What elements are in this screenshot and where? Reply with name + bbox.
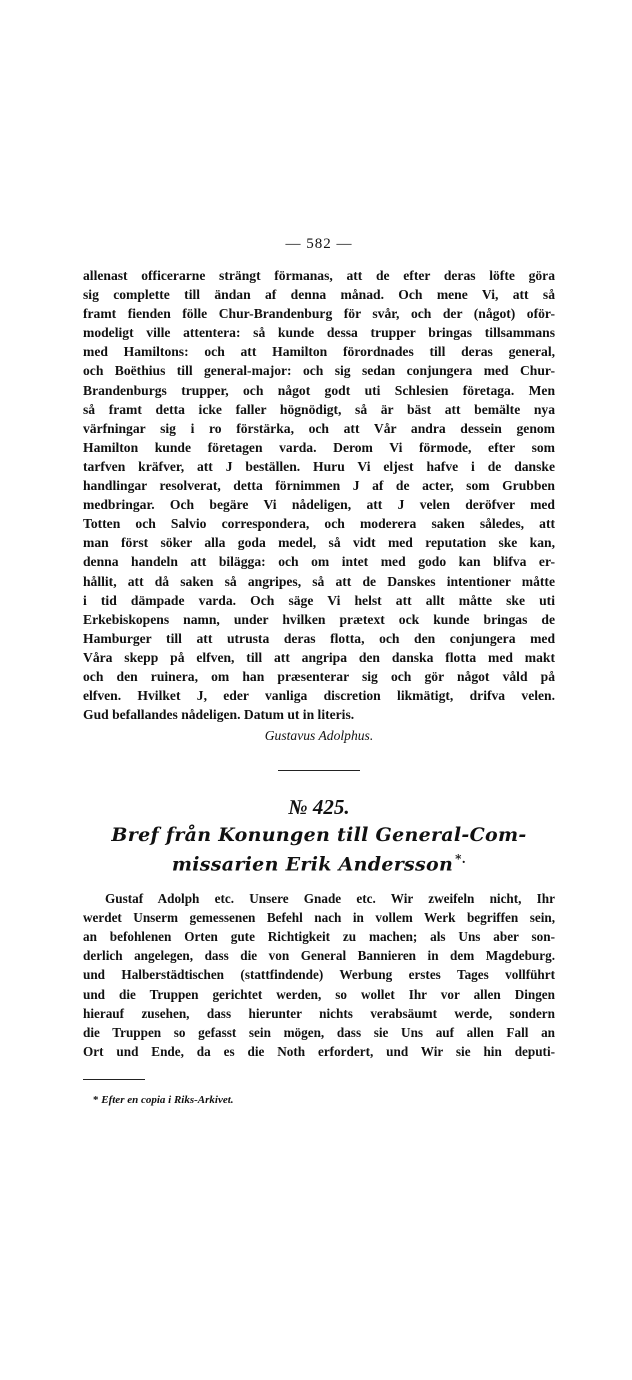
text-line: Totten och Salvio correspondera, och moderera saken således, att xyxy=(83,516,555,532)
footnote-reference: *. xyxy=(455,852,467,867)
page-number: — 582 — xyxy=(285,236,353,252)
text-line: tarfven kräfver, att J beställen. Huru Vi eljest hafve i de danske xyxy=(83,458,555,474)
text-line: und Halberstädtischen (stattfindende) Werbung erstes Tages vollführt xyxy=(83,967,555,983)
text-line: die Truppen so gefasst sein mögen, dass sie Uns auf allen Fall an xyxy=(83,1025,555,1040)
text-line: Hamilton kunde företagen varda. Derom Vi förmode, efter som xyxy=(83,439,555,455)
text-line: Hamburger till att utrusta deras flotta, och den conjungera med xyxy=(83,630,555,646)
text-line: och den ruinera, om han præsenterar sig och gör något våld på xyxy=(83,668,555,684)
text-line: sig complette till ändan af denna månad. Och mene Vi, att så xyxy=(83,287,555,303)
footnote-text: Efter en copia i Riks-Arkivet. xyxy=(101,1094,234,1107)
document-body xyxy=(83,889,555,1062)
document-title-line xyxy=(83,847,555,876)
text-line: Ort und Ende, da es die Noth erfordert, und Wir sie hin deputi- xyxy=(83,1044,555,1060)
footnote xyxy=(83,1094,555,1106)
text-line: man först söker alla goda medel, så vidt med reputation ske kan, xyxy=(83,535,555,551)
text-line: Gustaf Adolph etc. Unsere Gnade etc. Wir zweifeln nicht, Ihr xyxy=(105,890,555,906)
text-line: hierauf zusehen, dass hierunter nichts verabsäumt werde, sondern xyxy=(83,1005,555,1021)
text-line: så framt detta icke faller högnödigt, så är bäst att bemälte nya xyxy=(83,401,555,417)
signature: Gustavus Adolphus. xyxy=(264,728,374,744)
text-line: och Boëthius till general-major: och sig sedan conjungera med Chur- xyxy=(83,363,555,379)
text-line: allenast officerarne strängt förmanas, att de efter deras löfte göra xyxy=(83,268,555,283)
text-line: Brandenburgs trupper, och något godt uti Schlesien företaga. Men xyxy=(83,382,555,398)
footnote-divider xyxy=(83,1079,145,1080)
letter-paragraph xyxy=(83,266,555,724)
text-line: Gud befallandes nådeligen. Datum ut in literis. xyxy=(83,707,355,723)
document-title-line: Bref från Konungen till General-Com- xyxy=(111,824,527,847)
text-line: med Hamiltons: och att Hamilton förordnades till deras general, xyxy=(83,344,555,360)
text-line: värfningar sig i ro förstärka, och att Vår andra dessein genom xyxy=(83,420,555,436)
document-paragraph xyxy=(83,889,555,1062)
text-line: werdet Unserm gemessenen Befehl nach in vollem Werk begriffen sein, xyxy=(83,909,555,925)
section-divider xyxy=(278,770,360,771)
text-line: und die Truppen gerichtet werden, so wollet Ihr vor allen Dingen xyxy=(83,986,555,1002)
document-title xyxy=(83,823,555,876)
text-line: hållit, att då saken så angripes, så att de Danskes intentioner måtte xyxy=(83,573,555,589)
book-page xyxy=(83,232,555,1106)
letter-body xyxy=(83,266,555,746)
text-line: handlingar resolverat, detta förnimmen J af de acter, som Grubben xyxy=(83,478,555,494)
text-line: i tid dämpade varda. Och säge Vi helst att allt måtte ske uti xyxy=(83,592,555,608)
text-line: an befohlenen Orten gute Richtigkeit zu machen; als Uns aber son- xyxy=(83,928,555,944)
text-line: Erkebiskopens namn, under hvilken prætext ock kunde bringas de xyxy=(83,611,555,627)
text-line: elfven. Hvilket J, eder vanliga discretion likmätigt, drifva velen. xyxy=(83,688,555,704)
text-line: derlich angelegen, dass die von General Bannieren in dem Magdeburg. xyxy=(83,948,555,964)
text-line: denna handeln att bilägga: och om intet med godo kan blifva er- xyxy=(83,554,555,570)
text-line: Våra skepp på elfven, till att angripa den danska flotta med makt xyxy=(83,649,555,665)
text-line: modeligt ville attentera: så kunde dessa trupper bringas tillsammans xyxy=(83,325,555,341)
document-number: № 425. xyxy=(288,795,350,820)
document-title-text: missarien Erik Andersson xyxy=(171,853,454,876)
text-line: medbringar. Och begäre Vi nådeligen, att J velen deröfver med xyxy=(83,497,555,513)
text-line: framt fienden fölle Chur-Brandenburg för svår, och der (något) oför- xyxy=(83,306,555,322)
footnote-marker: * xyxy=(93,1094,99,1107)
